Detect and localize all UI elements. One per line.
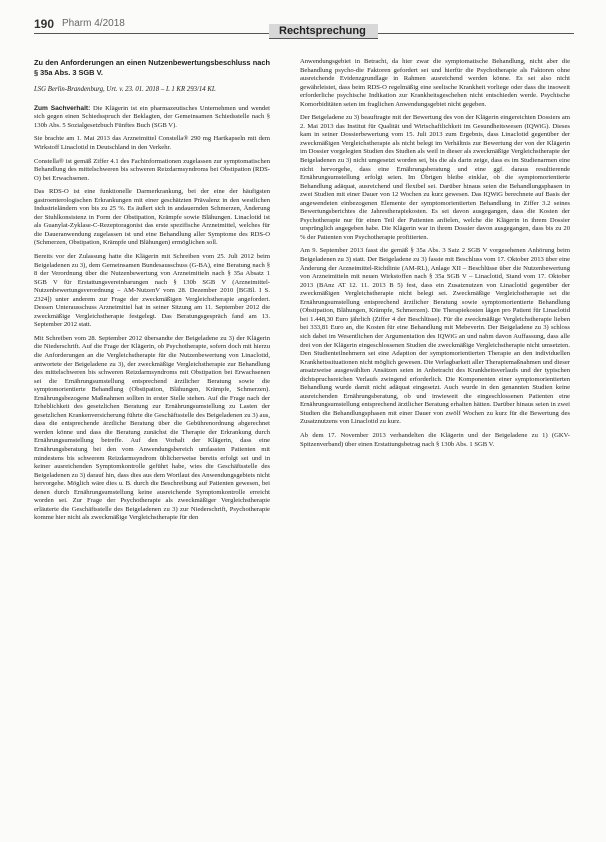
paragraph-text: Constella® ist gemäß Ziffer 4.1 des Fachinformationen zugelassen zur symptomatischen Behandlung des mittelschweren bis schweren Reizdarmsyndroms bei Obstipation (RDS-O) bei Erwachsenen. <box>34 157 270 182</box>
journal-name: Pharm 4/2018 <box>62 18 125 29</box>
paragraph-text: Am 9. September 2013 fasst die gemäß § 35a Abs. 3 Satz 2 SGB V vorgesehenen Anhörung beim Beigeladenen zu 3) statt. Der Beigeladene zu 3) fasste mit Beschluss vom 17. Oktober 2013 über eine Änderung der Arzneimittel-Richtlinie (AM-RL), Anlage XII – Beschlüsse über die Nutzenbewertung von Arzneimitteln mit neuen Wirkstoffen nach § 35a SGB V – Linaclotid, Stand vom 17. Oktober 2013 (BAnz AT 12. 11. 2013 B 5) fest, dass ein Zusatznutzen von Linaclotid gegenüber der zweckmäßigen Vergleichstherapie nicht belegt sei. Zweckmäßige Vergleichstherapie sei die Ernährungsumstellung entsprechend ärztlicher Beratung sowie symptomorientierte Behandlung (Obstipation, Blähungen, Krämpfe, Schmerzen). Die Therapiekosten lägen pro Patient für Linaclotid bei 1.448,30 Euro jährlich (Ziffer 4 der Beschlüsse). Für die zweckmäßige Vergleichstherapie lieben bei 333,81 Euro an, die Kosten für eine Behandlung mit Mebeverin. Der Beigeladene zu 3) schloss sich dabei im Wesentlichen der Argumentation des IQWiG an und nahm davon Auffassung, dass alle drei von der Klägerin eingeschlossenen Studien die zweckmäßige Vergleichstherapie nicht umsetzten. Den Studienteilnehmern sei eine Adaption der symptomorientierten Therapie an den individuellen Krankheitssituationen nicht möglich gewesen. Die Verlagbarkeit aller Therapiemaßnahmen und dieser ansatzweise ausgewählten Ansätzen seien in Anbetracht des Krankheitsverlaufs und der typischen dichtspruchsreichen Verlaufs zwingend erforderlich. Die Komponenten einer symptomorientierten Behandlung wurde damit nicht adäquat eingesetzt. Auch wurde in den genannten Studien keine ausreichenden Ernährungsberatung, ob und inwieweit die eingeschlossenen Patienten eine Ernährungsumstellung entsprechend ärztlicher Beratung erhalten hätten. Darüber hinaus seien in zwei Studien die Behandlungsphasen mit einer Dauer von zwölf Wochen zu kurz für die Bewertung des Zusatznutzens von Linaclotid zu kurz. <box>300 247 570 426</box>
paragraph <box>34 335 270 523</box>
paragraph <box>300 432 570 449</box>
paragraph-lead: Zum Sachverhalt: <box>34 104 91 112</box>
article-citation: LSG Berlin-Brandenburg, Urt. v. 23. 01. 2018 – L 1 KR 293/14 KL <box>34 86 216 93</box>
paragraph-text: Bereits vor der Zulassung hatte die Klägerin mit Schreiben vom 25. Juli 2012 beim Beigeladenen zu 3), dem Gemeinsamen Bundesausschuss (G-BA), eine Beratung nach § 8 der Verordnung über die Nutzenbewertung von Arzneimitteln nach § 35a Absatz 1 SGB V für Erstattungsvereinbarungen nach § 130b SGB V (Arzneimittel-Nutzenbewertungsverordnung – AM-NutzenV vom 28. Dezember 2010 [BGBl. I S. 2324]) unter anderem zur Frage der zweckmäßigen Vergleichstherapie angefordert. Dessen Unterausschuss Arzneimittel hat in seiner Sitzung am 11. September 2012 die zweckmäßige Vergleichstherapie festgelegt. Das Beratungsgespräch fand am 13. September 2012 statt. <box>34 253 270 329</box>
paragraph-text: Mit Schreiben vom 28. September 2012 übersandte der Beigeladene zu 3) der Klägerin die Niederschrift. Auf die Frage der Klägerin, ob Psychotherapie, sofern doch mit hierzu die Anforderungen an die Vergleichstherapie für die Nutzenbewertung von Linaclotid, antwortete der Beigeladene zu 3), der zweckmäßige Vergleichstherapie zur Behandlung des mittelschweren bis schweren Reizdarmsyndroms mit Obstipation bei Erwachsenen sei die Ernährungsumstellung entsprechend ärztlicher Beratung sowie die symptomorientierte Behandlung (Obstipation, Blähungen, Krämpfe, Schmerzen). Ernährungsbezogene Maßnahmen sollten in erster Stelle stehen. Auf die Frage nach der Erheblichkeit des gesetzlichen Beratung zur Ernährungsumstellung zu Lasten der gesetzlichen Krankenversicherung führte die Geschäftsstelle des Beigeladenen zu 3) aus, dass die entsprechende ärztliche Beratung über die Gebührenordnung abgerechnet werden könne und dass die Beratung zunächst die Therapie der Erkrankung durch Ernährungsumstellung betreffe. Auf den Vorhalt der Klägerin, dass eine Ernährungsberatung bei den vom Anwendungsbereich umfassten Patienten mit mindestens bis schwerem Reizdarmsyndrom üblicherweise bereits erfolgt sei und in keiner ausreichenden Symptomkontrolle geführt habe, wies die Geschäftsstelle des Beigeladenen zu 3) darauf hin, dass dies aus dem Wortlaut des Anwendungsgebiets nicht hervorgehe. Möglich wäre dies u. B. durch die Beschreibung auf Patienten gewesen, bei denen durch Ernährungsumstellung keine ausreichende Symptomkontrolle erreicht worden sei. Zur Frage der Psychotherapie als zweckmäßiger Vergleichstherapie erläuterte die Geschäftsstelle des Beigeladenen zu 3) zur Niederschrift, Psychotherapie komme hier nicht als zweckmäßige Vergleichstherapie für den <box>34 334 270 522</box>
paragraph-text: Das RDS-O ist eine funktionelle Darmerkrankung, bei der eine der häufigsten gastroenterologischen Erkrankungen mit einer geschätzten Prävalenz in den westlichen Industrieländern von bis zu 25 %. Es äußert sich in andauernden Schmerzen, Änderung der Stuhlkonsistenz in Form der Obstipation, Krämpfe sowie Blähungen. Linaclotid ist als Guanylat-Zyklase-C-Rezeptoragonist das erste spezifische Arzneimittel, welches für die Daueranwendung zugelassen ist und eine Behandlung aller Symptome des RDS-O (Schmerzen, Obstipation, Krämpfe und Blähungen) ermöglichen soll. <box>34 188 270 247</box>
paragraph <box>34 188 270 248</box>
paragraph <box>300 114 570 242</box>
paragraph <box>300 247 570 426</box>
article-headline: Zu den Anforderungen an einen Nutzenbewertungsbeschluss nach § 35a Abs. 3 SGB V. <box>34 58 270 77</box>
paragraph <box>34 105 270 131</box>
page-header <box>0 0 606 40</box>
paragraph <box>34 253 270 330</box>
right-column <box>300 58 570 454</box>
paragraph-text: Der Beigeladene zu 3) beauftragte mit der Bewertung des von der Klägerin eingereichten Dossiers am 2. Mai 2013 das Institut für Qualität und Wirtschaftlichkeit im Gesundheitswesen (IQWiG). Dieses kam in seiner Dossierbewertung vom 15. Juli 2013 zum Ergebnis, dass Linaclotid gegenüber der zweckmäßigen Vergleichstherapie als nicht belegt im Verhältnis zur Bewertung der von der Klägerin im Dossier vorgelegten Studien des Studien als weil in dieser als zweckmäßige Vergleichstherapie der Beigeladenen zu 3) nicht umgesetzt worden sei, bis die als darin zeige, dass es im Studienarmen eine nicht hervorgehe, dass eine Ernährungsberatung und eine ggf. daraus resultierende Ernährungsumstellung erfolgt seien. Im Übrigen bleibe einklar, ob die symptomorientierte Behandlung adäquat, ausreichend und flexibel sei. Darüber hinaus seien die Behandlungsphasen in zwei Studien mit einer Dauer von 12 Wochen zu kurz gewesen. Das IQWiG berechnete auf Basis der angewendeten einbezogenen Elemente der symptomorientierten Behandlung in Ziffer 3.2 seines Bewertungsberichtes die Jahrestherapiekosten. Es sei davon ausgegangen, dass die Kosten der Psychotherapie nur für einen Teil der Patienten anfielen, welche die Klägerin in ihrem Dossier ursprünglich angegeben habe. Die Klägerin war in ihrem Dossier davon ausgegangen, dass bis zu 20 % der Patienten von Psychotherapie profitierten. <box>300 114 570 241</box>
paragraph-text: Sie brachte am 1. Mai 2013 das Arzneimittel Constella® 290 mg Hartkapseln mit dem Wirkstoff Linaclotid in Deutschland in den Verkehr. <box>34 135 270 151</box>
paragraph <box>34 135 270 152</box>
paragraph <box>300 58 570 109</box>
paragraph-text: Ab dem 17. November 2013 verhandelten die Klägerin und der Beigeladene zu 1) (GKV-Spitzenverband) über einen Erstattungsbetrag nach § 130b Abs. 1 SGB V. <box>300 431 570 448</box>
paragraph <box>34 158 270 184</box>
paragraph-text: Anwendungsgebiet in Betracht, da hier zwar die symptomatische Behandlung, nicht aber die Behandlung psycho-die Faktoren gefordert sei und hierfür die Psychotherapie als Faktoren ohne ausreichende Evidenzgrundlage in Rahmen ausreichend werden könne. Es sei also nicht gewährleistet, dass beim RDS-O regelmäßig eine seelische Krankheit vorliege oder dass die insoweit erforderliche psychische Indikation zur Krankheitsgeschehen nicht entschieden werde. Psychische Komorbiditäten seien im fraglichen Anwendungsgebiet nicht gegeben. <box>300 58 570 108</box>
left-column <box>34 58 270 528</box>
page-number: 190 <box>34 17 55 31</box>
section-title: Rechtsprechung <box>279 25 366 37</box>
paragraph-text: Die Klägerin ist ein pharmazeutisches Unternehmen und wendet sich gegen einen Schiedsspruch der Beklagten, der Gemeinsamen Schiedsstelle nach § 130b Abs. 5 Sozialgesetzbuch Fünftes Buch (SGB V). <box>34 104 270 129</box>
